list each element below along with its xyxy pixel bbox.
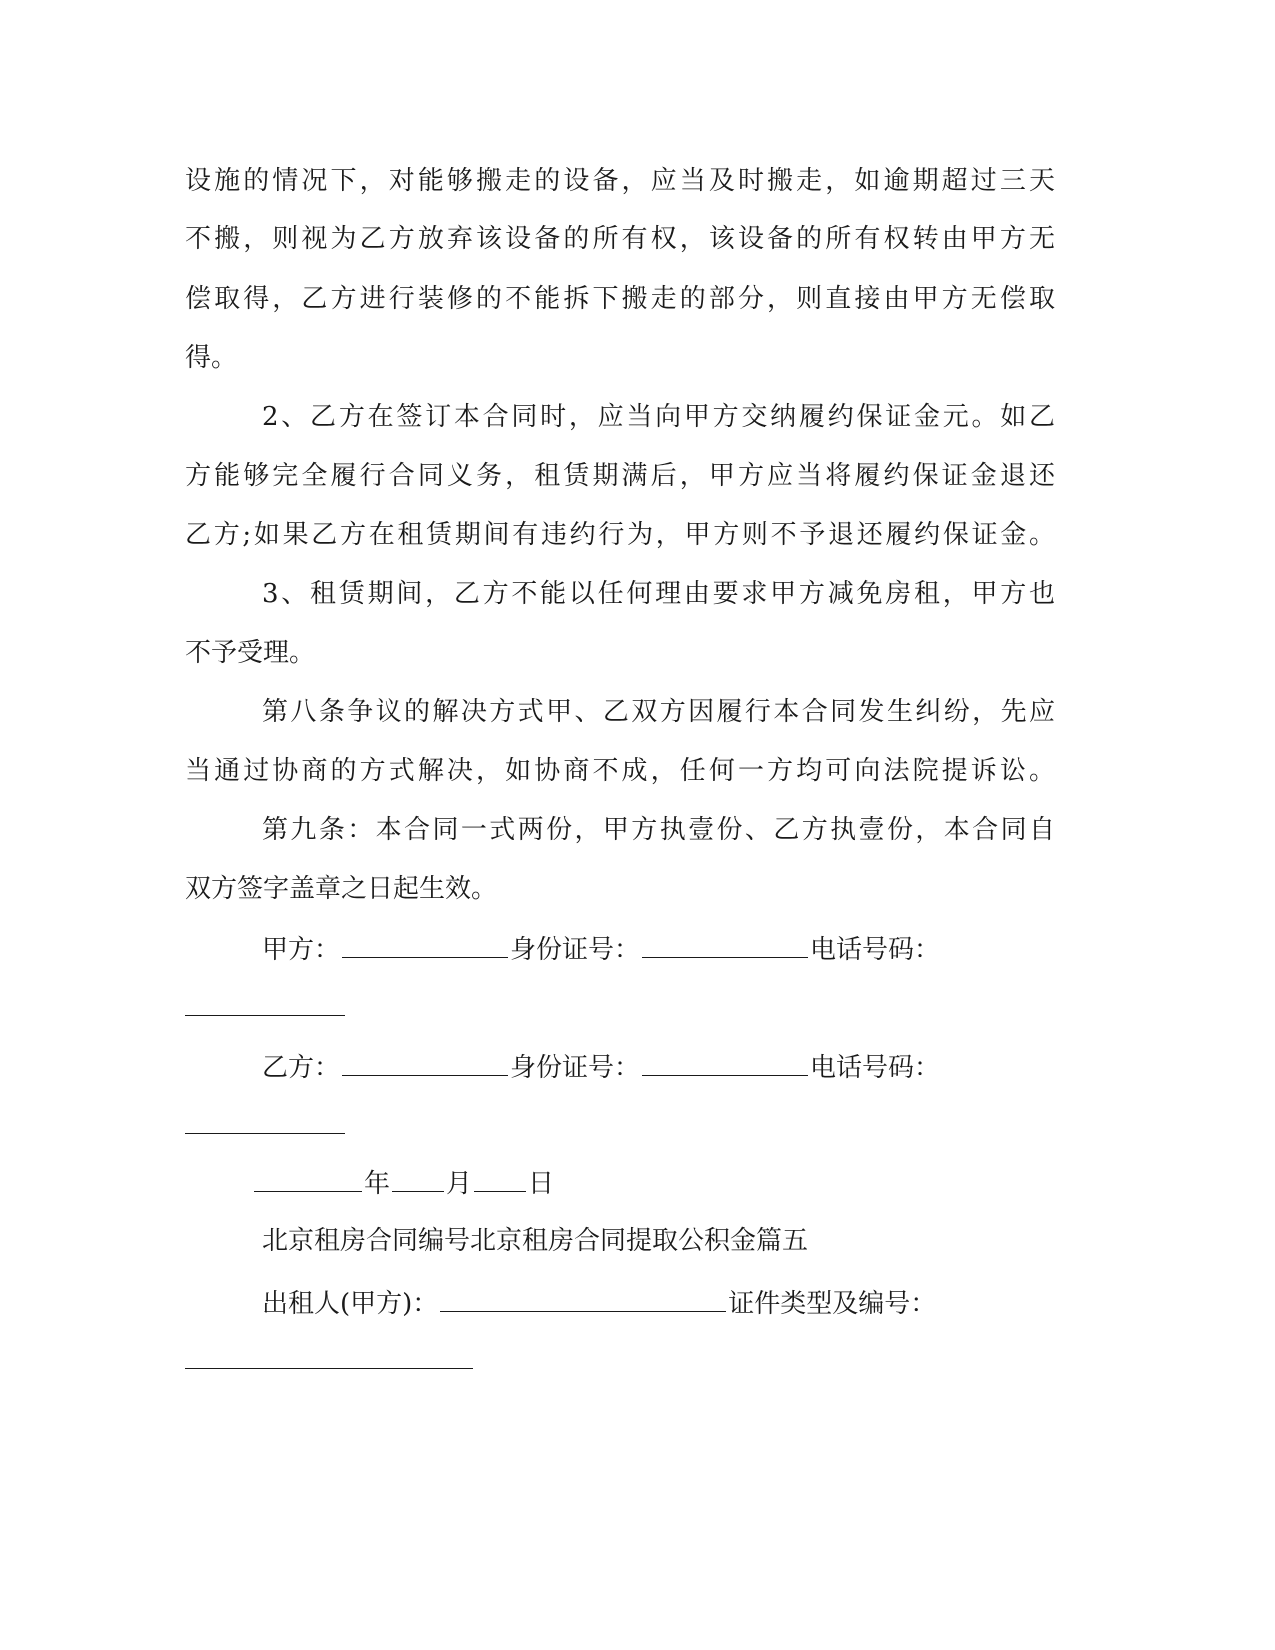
year-label: 年 bbox=[364, 1169, 391, 1199]
month-blank[interactable] bbox=[392, 1165, 444, 1192]
party-a-id-blank[interactable] bbox=[642, 931, 808, 958]
party-a-id-label: 身份证号： bbox=[510, 935, 641, 965]
party-a-name-blank[interactable] bbox=[342, 931, 508, 958]
paragraph-line: 不搬，则视为乙方放弃该设备的所有权，该设备的所有权转由甲方无 bbox=[185, 224, 1055, 254]
date-row bbox=[252, 1165, 554, 1199]
paragraph-line: 不予受理。 bbox=[185, 638, 316, 668]
party-b-id-blank[interactable] bbox=[642, 1049, 808, 1076]
party-b-name-blank[interactable] bbox=[342, 1049, 508, 1076]
party-a-row bbox=[262, 931, 940, 965]
year-blank[interactable] bbox=[254, 1165, 362, 1192]
paragraph-line: 设施的情况下，对能够搬走的设备，应当及时搬走，如逾期超过三天 bbox=[185, 166, 1055, 196]
party-b-phone-blank[interactable] bbox=[185, 1133, 345, 1134]
party-b-row bbox=[262, 1049, 940, 1083]
lessor-id-type-label: 证件类型及编号： bbox=[728, 1289, 937, 1319]
section-title: 北京租房合同编号北京租房合同提取公积金篇五 bbox=[262, 1226, 809, 1256]
lessor-id-blank[interactable] bbox=[185, 1368, 473, 1369]
month-label: 月 bbox=[446, 1169, 473, 1199]
lessor-label: 出租人(甲方)： bbox=[262, 1289, 439, 1319]
party-b-id-label: 身份证号： bbox=[510, 1053, 641, 1083]
paragraph-line: 当通过协商的方式解决，如协商不成，任何一方均可向法院提诉讼。 bbox=[185, 756, 1055, 786]
party-b-phone-label: 电话号码： bbox=[810, 1053, 941, 1083]
paragraph-line: 得。 bbox=[185, 343, 238, 373]
day-label: 日 bbox=[528, 1169, 555, 1199]
day-blank[interactable] bbox=[474, 1165, 526, 1192]
party-a-phone-label: 电话号码： bbox=[810, 935, 941, 965]
lessor-name-blank[interactable] bbox=[440, 1285, 726, 1312]
party-a-label: 甲方： bbox=[262, 935, 341, 965]
paragraph-line: 双方签字盖章之日起生效。 bbox=[185, 874, 498, 904]
lessor-row bbox=[262, 1285, 936, 1319]
paragraph-line: 方能够完全履行合同义务，租赁期满后，甲方应当将履约保证金退还 bbox=[185, 461, 1055, 491]
paragraph-line: 乙方;如果乙方在租赁期间有违约行为，甲方则不予退还履约保证金。 bbox=[185, 520, 1055, 550]
paragraph-line: 第九条：本合同一式两份，甲方执壹份、乙方执壹份，本合同自 bbox=[262, 815, 1055, 845]
paragraph-line: 偿取得，乙方进行装修的不能拆下搬走的部分，则直接由甲方无偿取 bbox=[185, 284, 1055, 314]
paragraph-line: 2、乙方在签订本合同时，应当向甲方交纳履约保证金元。如乙 bbox=[262, 402, 1055, 432]
party-b-label: 乙方： bbox=[262, 1053, 341, 1083]
paragraph-line: 3、租赁期间，乙方不能以任何理由要求甲方减免房租，甲方也 bbox=[262, 579, 1055, 609]
paragraph-line: 第八条争议的解决方式甲、乙双方因履行本合同发生纠纷，先应 bbox=[262, 697, 1055, 727]
party-a-phone-blank[interactable] bbox=[185, 1015, 345, 1016]
